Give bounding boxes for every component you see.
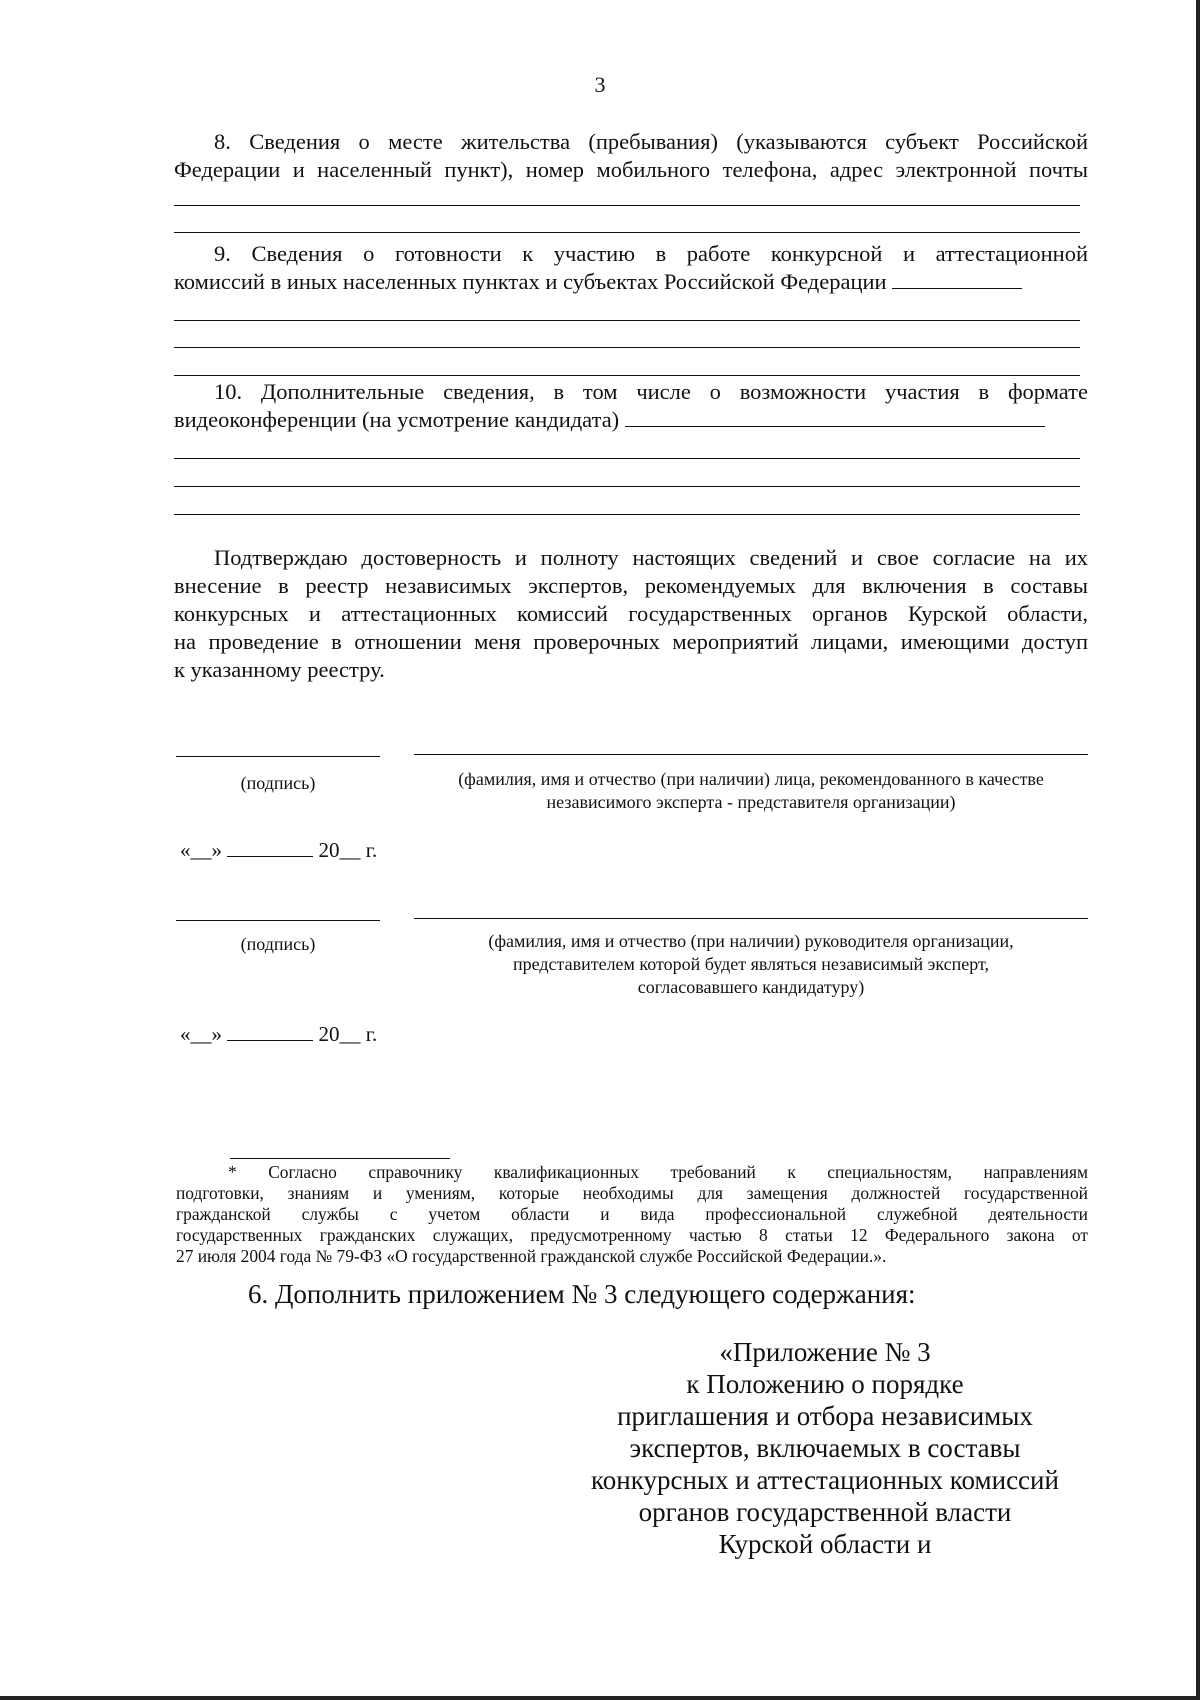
item-8-line-2: Федерации и населенный пункт), номер мобильного телефона, адрес электронной почты bbox=[174, 157, 1088, 182]
annex-line-4: экспертов, включаемых в составы bbox=[629, 1433, 1021, 1463]
footnote-line-5: 27 июля 2004 года № 79-ФЗ «О государственной гражданской службе Российской Федерации.». bbox=[176, 1246, 887, 1266]
item-9-line-2 bbox=[174, 268, 1088, 296]
item-8-line-1: 8. Сведения о месте жительства (пребывания) (указываются субъект Российской bbox=[214, 129, 1088, 154]
item-10-text bbox=[174, 378, 1088, 434]
name-caption-1 bbox=[414, 768, 1088, 814]
item-10-line-2-text: видеоконференции (на усмотрение кандидата) bbox=[174, 407, 620, 432]
confirmation-paragraph bbox=[174, 544, 1088, 684]
confirmation-line-5: к указанному реестру. bbox=[174, 657, 385, 682]
footnote-separator bbox=[230, 1158, 450, 1159]
annex-line-6: органов государственной власти bbox=[638, 1497, 1012, 1527]
footnote-line-4: государственных гражданских служащих, предусмотренному частью 8 статьи 12 Федерального закона от bbox=[176, 1225, 1088, 1245]
annex-heading bbox=[560, 1336, 1090, 1560]
date-2-year[interactable]: 20__ bbox=[318, 1022, 361, 1046]
date-1-day[interactable]: «__» bbox=[180, 838, 222, 862]
footnote-line-1: * Согласно справочнику квалификационных требований к специальностям, направлениям bbox=[228, 1162, 1088, 1182]
footnote-line-2: подготовки, знаниям и умениям, которые необходимы для замещения должностей государственной bbox=[176, 1183, 1088, 1203]
date-1-suffix: г. bbox=[365, 838, 378, 862]
item-10-line-2 bbox=[174, 406, 1088, 434]
item-8-text bbox=[174, 128, 1088, 184]
name-caption-2-line-1: (фамилия, имя и отчество (при наличии) руководителя организации, bbox=[488, 931, 1014, 951]
annex-line-3: приглашения и отбора независимых bbox=[617, 1401, 1033, 1431]
item-9-inline-answer-line[interactable] bbox=[892, 268, 1022, 289]
annex-line-1: «Приложение № 3 bbox=[719, 1337, 931, 1367]
confirmation-line-1: Подтверждаю достоверность и полноту настоящих сведений и свое согласие на их bbox=[214, 545, 1088, 570]
item-8-answer-line-2[interactable] bbox=[174, 232, 1080, 233]
date-2-day[interactable]: «__» bbox=[180, 1022, 222, 1046]
item-9-answer-line-3[interactable] bbox=[174, 375, 1080, 376]
item-10-inline-answer-line[interactable] bbox=[625, 406, 1045, 427]
name-line-2[interactable] bbox=[414, 918, 1088, 919]
confirmation-line-4: на проведение в отношении меня проверочных мероприятий лицами, имеющими доступ bbox=[174, 629, 1088, 654]
item-10-line-1: 10. Дополнительные сведения, в том числе о возможности участия в формате bbox=[214, 379, 1088, 404]
name-caption-2-line-2: представителем которой будет являться независимый эксперт, bbox=[512, 954, 990, 974]
item-9-answer-line-2[interactable] bbox=[174, 347, 1080, 348]
annex-line-7: Курской области и bbox=[718, 1529, 932, 1559]
item-10-answer-line-3[interactable] bbox=[174, 514, 1080, 515]
signature-caption-1: (подпись) bbox=[240, 773, 316, 793]
date-1-month-line[interactable] bbox=[227, 838, 313, 857]
item-6-heading: 6. Дополнить приложением № 3 следующего содержания: bbox=[248, 1279, 916, 1309]
date-2-month-line[interactable] bbox=[227, 1022, 313, 1041]
item-9-text bbox=[174, 240, 1088, 296]
name-line-1[interactable] bbox=[414, 754, 1088, 755]
signature-line-1[interactable] bbox=[176, 756, 380, 757]
footnote bbox=[176, 1162, 1088, 1267]
confirmation-line-3: конкурсных и аттестационных комиссий государственных органов Курской области, bbox=[174, 601, 1088, 626]
item-10-answer-line-2[interactable] bbox=[174, 486, 1080, 487]
item-9-line-1: 9. Сведения о готовности к участию в работе конкурсной и аттестационной bbox=[214, 241, 1088, 266]
annex-line-2: к Положению о порядке bbox=[686, 1369, 964, 1399]
name-caption-2 bbox=[414, 930, 1088, 999]
name-caption-2-line-3: согласовавшего кандидатуру) bbox=[637, 977, 865, 997]
date-1-year[interactable]: 20__ bbox=[318, 838, 361, 862]
scan-edge-right bbox=[1196, 0, 1200, 1700]
scan-edge-bottom bbox=[0, 1696, 1200, 1700]
date-field-1 bbox=[180, 838, 377, 863]
signature-line-2[interactable] bbox=[176, 920, 380, 921]
signature-caption-2: (подпись) bbox=[240, 934, 316, 954]
date-field-2 bbox=[180, 1022, 377, 1047]
name-caption-1-line-1: (фамилия, имя и отчество (при наличии) лица, рекомендованного в качестве bbox=[458, 769, 1044, 789]
item-8-answer-line-1[interactable] bbox=[174, 205, 1080, 206]
confirmation-line-2: внесение в реестр независимых экспертов, рекомендуемых для включения в составы bbox=[174, 573, 1088, 598]
date-2-suffix: г. bbox=[365, 1022, 378, 1046]
item-9-answer-line-1[interactable] bbox=[174, 320, 1080, 321]
item-10-answer-line-1[interactable] bbox=[174, 458, 1080, 459]
item-9-line-2-text: комиссий в иных населенных пунктах и субъектах Российской Федерации bbox=[174, 269, 887, 294]
footnote-line-3: гражданской службы с учетом области и вида профессиональной служебной деятельности bbox=[176, 1204, 1088, 1224]
page-number: 3 bbox=[594, 72, 606, 97]
annex-line-5: конкурсных и аттестационных комиссий bbox=[591, 1465, 1059, 1495]
name-caption-1-line-2: независимого эксперта - представителя организации) bbox=[546, 792, 956, 812]
